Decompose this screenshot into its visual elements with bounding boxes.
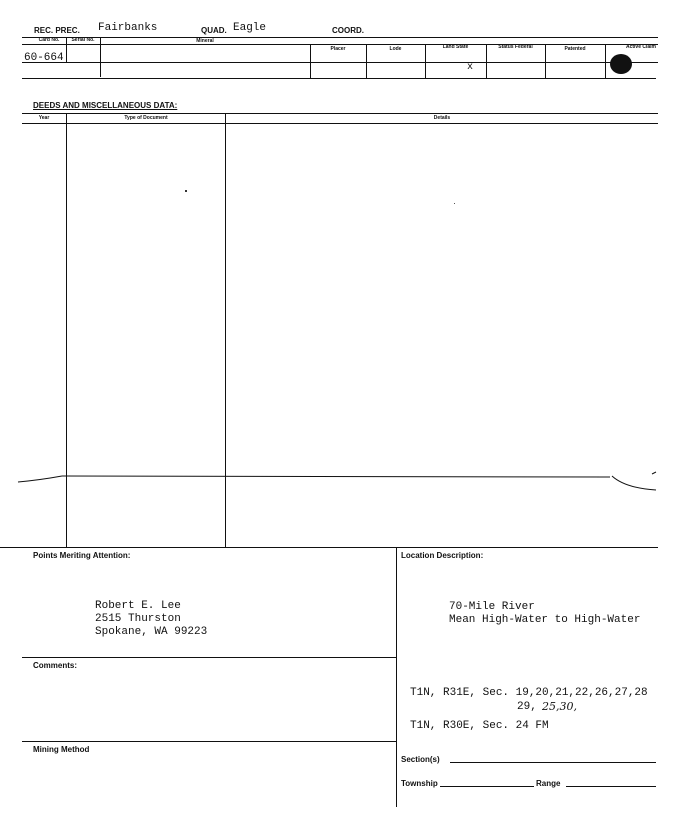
location-line: 70-Mile River bbox=[449, 601, 535, 613]
legal-description-line: T1N, R31E, Sec. 19,20,21,22,26,27,28 bbox=[410, 687, 648, 699]
header-serial-no: Serial No. bbox=[71, 37, 95, 43]
rec-prec-value: Fairbanks bbox=[98, 22, 158, 34]
header-mineral: Mineral bbox=[196, 38, 214, 44]
deeds-col-details: Details bbox=[433, 115, 451, 121]
points-label: Points Meriting Attention: bbox=[33, 551, 131, 560]
location-description bbox=[449, 601, 640, 627]
header-status-federal: Status Federal bbox=[498, 44, 533, 50]
header-lode: Lode bbox=[389, 46, 402, 52]
deeds-title: DEEDS AND MISCELLANEOUS DATA: bbox=[33, 101, 178, 110]
rec-prec-label: REC. PREC. bbox=[34, 26, 80, 35]
range-blank-line bbox=[566, 786, 656, 787]
header-active-claim: Active Claim bbox=[625, 44, 656, 50]
address-line: Robert E. Lee bbox=[95, 600, 181, 612]
header-placer: Placer bbox=[330, 46, 346, 52]
comments-label: Comments: bbox=[33, 661, 78, 670]
header-patented: Patented bbox=[564, 46, 586, 52]
claim-table-bottom-rule bbox=[22, 78, 656, 79]
deeds-top-rule bbox=[22, 113, 658, 114]
address-line: Spokane, WA 99223 bbox=[95, 626, 208, 638]
legal-description-handwritten: 25,30, bbox=[542, 700, 577, 713]
card-no-value: 60-664 bbox=[24, 52, 64, 64]
bottom-center-divider bbox=[396, 547, 397, 807]
header-card-no: Card No. bbox=[38, 37, 60, 43]
mining-label: Mining Method bbox=[33, 745, 90, 754]
range-label: Range bbox=[536, 779, 561, 788]
deeds-header-rule bbox=[22, 123, 658, 124]
scan-speck bbox=[185, 190, 187, 192]
legal-description-line: T1N, R30E, Sec. 24 FM bbox=[410, 720, 549, 732]
quad-value: Eagle bbox=[233, 22, 267, 34]
sections-blank-line bbox=[450, 762, 656, 763]
col-divider bbox=[605, 44, 606, 78]
fold-line bbox=[0, 470, 678, 500]
township-label: Township bbox=[401, 779, 438, 788]
quad-label: QUAD. bbox=[201, 26, 227, 35]
deeds-bottom-rule bbox=[0, 547, 658, 548]
sections-label: Section(s) bbox=[401, 755, 440, 764]
location-line: Mean High-Water to High-Water bbox=[449, 614, 641, 626]
scan-speck bbox=[454, 203, 455, 204]
deeds-col-type: Type of Document bbox=[124, 115, 168, 121]
claim-row-rule bbox=[22, 62, 658, 63]
header-rule bbox=[22, 37, 658, 38]
location-label: Location Description: bbox=[401, 551, 484, 560]
address-line: 2515 Thurston bbox=[95, 613, 181, 625]
comments-top-rule bbox=[22, 657, 396, 658]
coord-label: COORD. bbox=[332, 26, 364, 35]
filled-dot-mark bbox=[610, 54, 632, 74]
land-state-value: x bbox=[467, 62, 474, 73]
header-land-state: Land State bbox=[442, 44, 469, 50]
mining-top-rule bbox=[22, 741, 396, 742]
legal-description-line-typed: 29, bbox=[517, 701, 537, 713]
column-header-rule bbox=[22, 44, 658, 45]
township-blank-line bbox=[440, 786, 534, 787]
points-address bbox=[95, 600, 207, 639]
deeds-col-year: Year bbox=[38, 115, 50, 121]
